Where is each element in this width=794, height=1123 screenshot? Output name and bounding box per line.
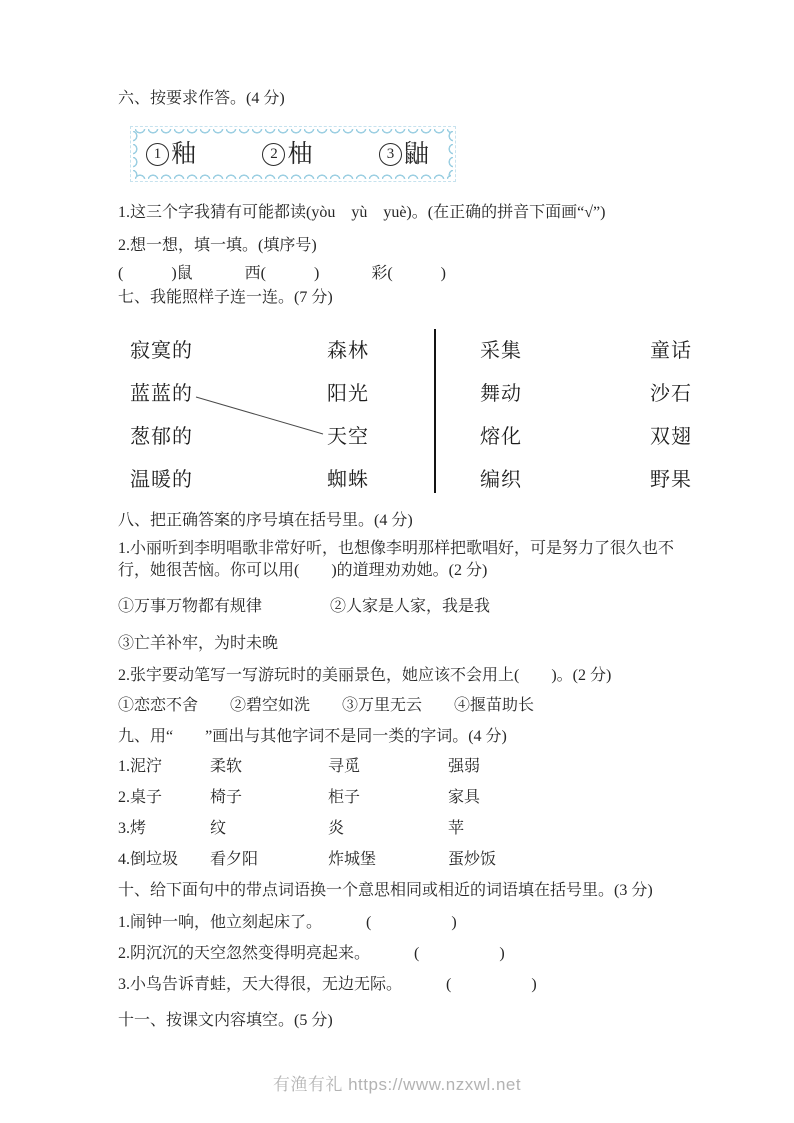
- sentence-text: 1.闹钟一响，他立刻起床了。: [118, 914, 323, 931]
- word-cell: 椅子: [210, 789, 243, 806]
- word-cell: 柜子: [328, 789, 361, 806]
- match-column-adjectives: [130, 327, 193, 499]
- match-column-nouns: [327, 327, 369, 499]
- match-column-verbs: [480, 327, 522, 499]
- match-word: 寂寞的: [130, 340, 193, 362]
- circled-number-2: 2: [262, 143, 285, 166]
- match-word: 童话: [650, 340, 692, 362]
- section-7: [118, 287, 706, 499]
- sentence-item-2: [118, 943, 706, 965]
- column-divider-line: [434, 329, 436, 493]
- section-8: [118, 510, 706, 717]
- section-8-q1-options: [118, 596, 706, 618]
- option-3: ③亡羊补牢，为时未晚: [118, 635, 279, 652]
- character-glyph-2: 柚: [287, 140, 313, 168]
- section-6-title: 六、按要求作答。(4 分): [118, 90, 285, 107]
- word-cell: 看夕阳: [210, 851, 259, 868]
- word-cell: 3.烤: [118, 820, 147, 837]
- character-item-3: [379, 142, 429, 167]
- word-cell: 2.桌子: [118, 789, 163, 806]
- option-2: ②人家是人家，我是我: [330, 598, 491, 615]
- section-6-fill-blanks: [118, 263, 706, 285]
- word-cell: 柔软: [210, 758, 243, 775]
- word-cell: 炸城堡: [328, 851, 377, 868]
- word-cell: 炎: [328, 820, 345, 837]
- sentence-text: 3.小鸟告诉青蛙，天大得很，无边无际。: [118, 976, 403, 993]
- character-box-row: [131, 127, 455, 181]
- character-glyph-1: 釉: [171, 140, 197, 168]
- character-glyph-3: 鼬: [403, 140, 429, 168]
- sentence-item-3: [118, 974, 706, 996]
- sentence-text: 2.阴沉沉的天空忽然变得明亮起来。: [118, 945, 371, 962]
- blank-color: 彩( ): [371, 265, 447, 282]
- word-row-2: [118, 787, 706, 809]
- section-11: [118, 1010, 706, 1032]
- character-item-1: [146, 142, 196, 167]
- section-7-title: 七、我能照样子连一连。(7 分): [118, 289, 333, 306]
- matching-exercise: [118, 327, 706, 499]
- match-word: 阳光: [327, 383, 369, 405]
- match-word: 熔化: [480, 426, 522, 448]
- answer-blank: ( ): [366, 914, 457, 931]
- sentence-item-1: [118, 912, 706, 934]
- character-box: [130, 126, 456, 182]
- word-row-3: [118, 818, 706, 840]
- match-word: 舞动: [480, 383, 522, 405]
- section-11-title: 十一、按课文内容填空。(5 分): [118, 1012, 333, 1029]
- section-6-question-2: 2.想一想，填一填。(填序号): [118, 237, 317, 254]
- section-6: [118, 88, 706, 285]
- blank-west: 西( ): [244, 265, 320, 282]
- match-word: 森林: [327, 340, 369, 362]
- match-word: 葱郁的: [130, 426, 193, 448]
- character-item-2: [262, 142, 312, 167]
- match-word: 编织: [480, 469, 522, 491]
- section-9-title: 九、用“ ”画出与其他字词不是同一类的字词。(4 分): [118, 728, 507, 745]
- word-cell: 1.泥泞: [118, 758, 163, 775]
- answer-blank: ( ): [414, 945, 505, 962]
- section-10: [118, 880, 706, 996]
- match-word: 双翅: [650, 426, 692, 448]
- word-cell: 强弱: [448, 758, 481, 775]
- match-word: 温暖的: [130, 469, 193, 491]
- match-word: 采集: [480, 340, 522, 362]
- match-word: 沙石: [650, 383, 692, 405]
- section-8-question-1: 1.小丽听到李明唱歌非常好听，也想像李明那样把歌唱好，可是努力了很久也不行，她很苦恼。你可以用( )的道理劝劝她。(2 分): [118, 540, 675, 579]
- word-cell: 纹: [210, 820, 227, 837]
- match-word: 蜘蛛: [327, 469, 369, 491]
- option-1: ①万事万物都有规律: [118, 598, 263, 615]
- section-8-title: 八、把正确答案的序号填在括号里。(4 分): [118, 512, 413, 529]
- answer-blank: ( ): [446, 976, 537, 993]
- match-word: 天空: [327, 426, 369, 448]
- match-column-objects: [650, 327, 692, 499]
- match-word: 野果: [650, 469, 692, 491]
- section-9: [118, 726, 706, 871]
- word-cell: 家具: [448, 789, 481, 806]
- section-6-question-1: 1.这三个字我猜有可能都读(yòu yù yuè)。(在正确的拼音下面画“√”): [118, 204, 606, 221]
- circled-number-3: 3: [379, 143, 402, 166]
- example-connection-line: [118, 327, 678, 499]
- match-word: 蓝蓝的: [130, 383, 193, 405]
- word-cell: 寻觅: [328, 758, 361, 775]
- word-row-1: [118, 756, 706, 778]
- word-row-4: [118, 849, 706, 871]
- blank-mouse: ( )鼠: [118, 265, 193, 282]
- word-cell: 蛋炒饭: [448, 851, 497, 868]
- watermark-footer: 有渔有礼 https://www.nzxwl.net: [272, 1075, 522, 1094]
- section-10-title: 十、给下面句中的带点词语换一个意思相同或相近的词语填在括号里。(3 分): [118, 882, 653, 899]
- section-8-q2-options: ①恋恋不舍 ②碧空如洗 ③万里无云 ④揠苗助长: [118, 697, 535, 714]
- word-cell: 苹: [448, 820, 465, 837]
- word-cell: 4.倒垃圾: [118, 851, 179, 868]
- section-8-question-2: 2.张宇要动笔写一写游玩时的美丽景色，她应该不会用上( )。(2 分): [118, 667, 612, 684]
- circled-number-1: 1: [146, 143, 169, 166]
